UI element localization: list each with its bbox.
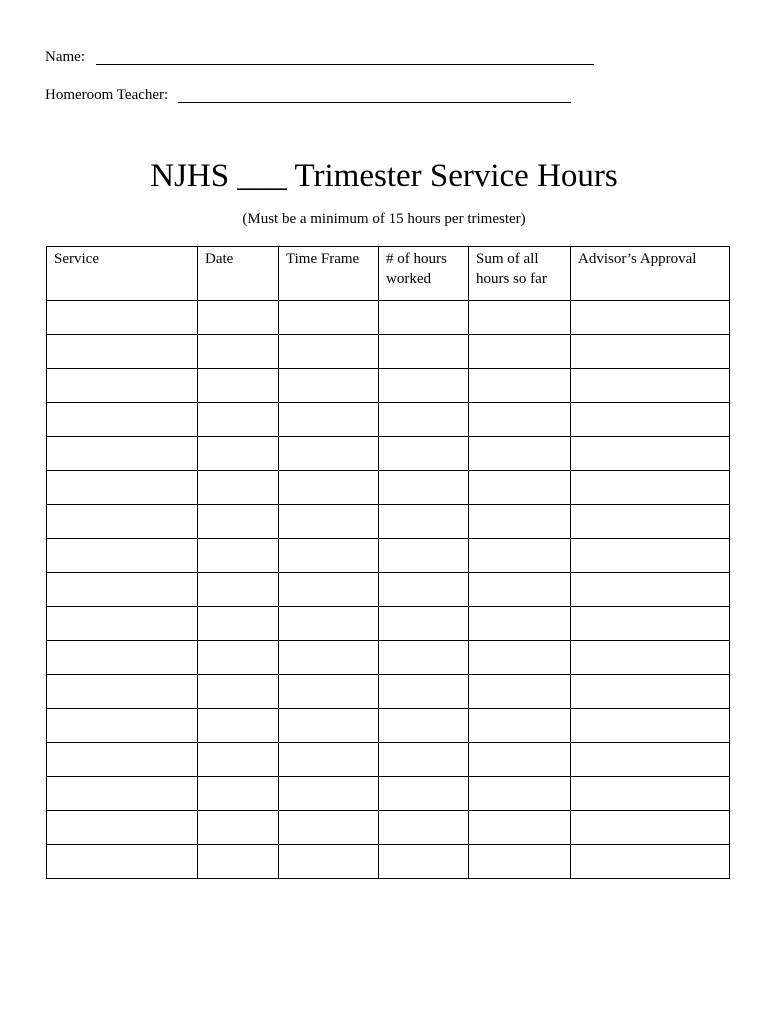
- service-cell[interactable]: [47, 743, 198, 777]
- time-frame-cell[interactable]: [279, 845, 379, 879]
- sum-of-hours-cell[interactable]: [469, 505, 571, 539]
- advisor-approval-cell[interactable]: [571, 845, 730, 879]
- table-row: [47, 573, 730, 607]
- sum-of-hours-cell[interactable]: [469, 743, 571, 777]
- column-header-time-frame: Time Frame: [279, 247, 379, 301]
- hours-worked-cell[interactable]: [379, 403, 469, 437]
- service-cell[interactable]: [47, 777, 198, 811]
- time-frame-cell[interactable]: [279, 709, 379, 743]
- table-row: [47, 743, 730, 777]
- date-cell[interactable]: [198, 675, 279, 709]
- table-row: [47, 777, 730, 811]
- time-frame-cell[interactable]: [279, 539, 379, 573]
- date-cell[interactable]: [198, 539, 279, 573]
- date-cell[interactable]: [198, 437, 279, 471]
- page-title: NJHS ___ Trimester Service Hours: [150, 158, 618, 194]
- name-blank-line[interactable]: [96, 50, 594, 65]
- name-field[interactable]: [45, 50, 594, 65]
- hours-worked-cell[interactable]: [379, 709, 469, 743]
- time-frame-cell[interactable]: [279, 743, 379, 777]
- hours-worked-cell[interactable]: [379, 641, 469, 675]
- advisor-approval-cell[interactable]: [571, 369, 730, 403]
- sum-of-hours-cell[interactable]: [469, 811, 571, 845]
- table-row: [47, 335, 730, 369]
- service-cell[interactable]: [47, 301, 198, 335]
- sum-of-hours-cell[interactable]: [469, 403, 571, 437]
- time-frame-cell[interactable]: [279, 437, 379, 471]
- sum-of-hours-cell[interactable]: [469, 471, 571, 505]
- date-cell[interactable]: [198, 403, 279, 437]
- service-cell[interactable]: [47, 471, 198, 505]
- column-header-date: Date: [198, 247, 279, 301]
- date-cell[interactable]: [198, 369, 279, 403]
- time-frame-cell[interactable]: [279, 335, 379, 369]
- date-cell[interactable]: [198, 743, 279, 777]
- hours-worked-cell[interactable]: [379, 743, 469, 777]
- sum-of-hours-cell[interactable]: [469, 675, 571, 709]
- table-row: [47, 641, 730, 675]
- hours-worked-cell[interactable]: [379, 607, 469, 641]
- date-cell[interactable]: [198, 811, 279, 845]
- service-cell[interactable]: [47, 403, 198, 437]
- service-cell[interactable]: [47, 845, 198, 879]
- sum-of-hours-cell[interactable]: [469, 607, 571, 641]
- date-cell[interactable]: [198, 607, 279, 641]
- advisor-approval-cell[interactable]: [571, 709, 730, 743]
- service-cell[interactable]: [47, 675, 198, 709]
- time-frame-cell[interactable]: [279, 573, 379, 607]
- advisor-approval-cell[interactable]: [571, 505, 730, 539]
- sum-of-hours-cell[interactable]: [469, 301, 571, 335]
- advisor-approval-cell[interactable]: [571, 539, 730, 573]
- sum-of-hours-cell[interactable]: [469, 845, 571, 879]
- table-row: [47, 607, 730, 641]
- table-row: [47, 471, 730, 505]
- table-row: [47, 369, 730, 403]
- date-cell[interactable]: [198, 573, 279, 607]
- service-cell[interactable]: [47, 437, 198, 471]
- sum-of-hours-cell[interactable]: [469, 369, 571, 403]
- table-row: [47, 709, 730, 743]
- sum-of-hours-cell[interactable]: [469, 335, 571, 369]
- page-subtitle: (Must be a minimum of 15 hours per trimester): [242, 211, 526, 227]
- date-cell[interactable]: [198, 505, 279, 539]
- time-frame-cell[interactable]: [279, 369, 379, 403]
- hours-worked-cell[interactable]: [379, 301, 469, 335]
- table-row: [47, 301, 730, 335]
- column-header-sum-of-hours: Sum of all hours so far: [469, 247, 571, 301]
- table-header-row: [47, 247, 730, 301]
- column-header-advisor-approval: Advisor’s Approval: [571, 247, 730, 301]
- hours-worked-cell[interactable]: [379, 369, 469, 403]
- advisor-approval-cell[interactable]: [571, 335, 730, 369]
- hours-worked-cell[interactable]: [379, 777, 469, 811]
- service-hours-table-body: [47, 301, 730, 879]
- sum-of-hours-cell[interactable]: [469, 539, 571, 573]
- time-frame-cell[interactable]: [279, 607, 379, 641]
- date-cell[interactable]: [198, 641, 279, 675]
- service-cell[interactable]: [47, 641, 198, 675]
- advisor-approval-cell[interactable]: [571, 743, 730, 777]
- table-row: [47, 845, 730, 879]
- sum-of-hours-cell[interactable]: [469, 641, 571, 675]
- service-cell[interactable]: [47, 369, 198, 403]
- hours-worked-cell[interactable]: [379, 335, 469, 369]
- service-hours-table: [46, 246, 730, 879]
- time-frame-cell[interactable]: [279, 675, 379, 709]
- advisor-approval-cell[interactable]: [571, 471, 730, 505]
- service-cell[interactable]: [47, 539, 198, 573]
- service-cell[interactable]: [47, 709, 198, 743]
- advisor-approval-cell[interactable]: [571, 641, 730, 675]
- time-frame-cell[interactable]: [279, 403, 379, 437]
- advisor-approval-cell[interactable]: [571, 675, 730, 709]
- hours-worked-cell[interactable]: [379, 573, 469, 607]
- homeroom-teacher-field[interactable]: [45, 88, 571, 103]
- table-row: [47, 437, 730, 471]
- column-header-service: Service: [47, 247, 198, 301]
- table-row: [47, 403, 730, 437]
- hours-worked-cell[interactable]: [379, 437, 469, 471]
- column-header-hours-worked: # of hours worked: [379, 247, 469, 301]
- time-frame-cell[interactable]: [279, 777, 379, 811]
- sum-of-hours-cell[interactable]: [469, 437, 571, 471]
- advisor-approval-cell[interactable]: [571, 573, 730, 607]
- time-frame-cell[interactable]: [279, 471, 379, 505]
- advisor-approval-cell[interactable]: [571, 403, 730, 437]
- date-cell[interactable]: [198, 709, 279, 743]
- service-cell[interactable]: [47, 335, 198, 369]
- time-frame-cell[interactable]: [279, 811, 379, 845]
- date-cell[interactable]: [198, 335, 279, 369]
- date-cell[interactable]: [198, 845, 279, 879]
- service-cell[interactable]: [47, 811, 198, 845]
- advisor-approval-cell[interactable]: [571, 607, 730, 641]
- advisor-approval-cell[interactable]: [571, 301, 730, 335]
- table-row: [47, 539, 730, 573]
- hours-worked-cell[interactable]: [379, 811, 469, 845]
- time-frame-cell[interactable]: [279, 505, 379, 539]
- hours-worked-cell[interactable]: [379, 845, 469, 879]
- advisor-approval-cell[interactable]: [571, 437, 730, 471]
- homeroom-teacher-label: Homeroom Teacher:: [45, 87, 169, 103]
- time-frame-cell[interactable]: [279, 641, 379, 675]
- table-row: [47, 811, 730, 845]
- date-cell[interactable]: [198, 471, 279, 505]
- hours-worked-cell[interactable]: [379, 505, 469, 539]
- name-label: Name:: [45, 49, 85, 65]
- hours-worked-cell[interactable]: [379, 675, 469, 709]
- homeroom-teacher-blank-line[interactable]: [178, 88, 571, 103]
- sum-of-hours-cell[interactable]: [469, 709, 571, 743]
- hours-worked-cell[interactable]: [379, 539, 469, 573]
- service-cell[interactable]: [47, 573, 198, 607]
- time-frame-cell[interactable]: [279, 301, 379, 335]
- sum-of-hours-cell[interactable]: [469, 777, 571, 811]
- table-row: [47, 505, 730, 539]
- service-cell[interactable]: [47, 505, 198, 539]
- date-cell[interactable]: [198, 777, 279, 811]
- advisor-approval-cell[interactable]: [571, 811, 730, 845]
- service-cell[interactable]: [47, 607, 198, 641]
- advisor-approval-cell[interactable]: [571, 777, 730, 811]
- hours-worked-cell[interactable]: [379, 471, 469, 505]
- date-cell[interactable]: [198, 301, 279, 335]
- sum-of-hours-cell[interactable]: [469, 573, 571, 607]
- table-row: [47, 675, 730, 709]
